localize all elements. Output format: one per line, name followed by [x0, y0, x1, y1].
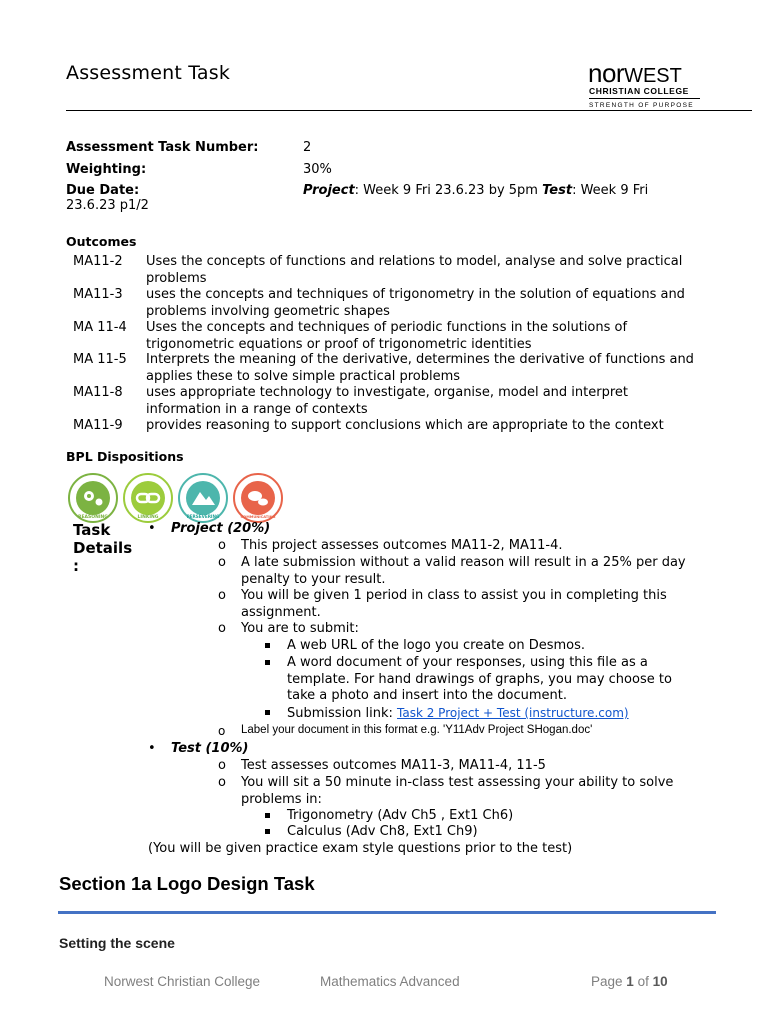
logo-nor-text: nor: [588, 58, 625, 88]
due-test-word: Test: [542, 183, 573, 198]
square-bullet: [265, 660, 270, 665]
outcome-code: MA 11-4: [73, 320, 127, 335]
logo-divider: [589, 98, 700, 99]
due-test-text: : Week 9 Fri: [572, 183, 649, 198]
outcome-code: MA11-8: [73, 385, 123, 400]
square-bullet: [265, 643, 270, 648]
outcome-code: MA11-3: [73, 287, 123, 302]
submission-link[interactable]: Task 2 Project + Test (instructure.com): [397, 706, 629, 720]
badge-label-communicating: COMMUNICATING: [240, 515, 276, 519]
outcome-text: Uses the concepts of functions and relations to model, analyse and solve practical problems: [146, 254, 683, 286]
communicating-badge: [234, 474, 282, 522]
disposition-badges: [66, 472, 286, 524]
submit-item: A web URL of the logo you create on Desmos.: [287, 638, 586, 653]
test-title: Test (10%): [171, 741, 249, 756]
o-bullet: o: [218, 758, 226, 773]
of-word: of: [637, 974, 649, 989]
footer-page-number: [591, 974, 668, 989]
logo-subtitle: CHRISTIAN COLLEGE: [589, 86, 689, 96]
due-date-continuation: 23.6.23 p1/2: [66, 198, 149, 213]
project-point: A late submission without a valid reason will result in a 25% per day penalty to your result.: [241, 555, 686, 587]
practice-note: (You will be given practice exam style questions prior to the test): [148, 841, 573, 856]
project-title: Project (20%): [171, 521, 271, 536]
test-topic: Calculus (Adv Ch8, Ext1 Ch9): [287, 824, 478, 839]
square-bullet: [265, 813, 270, 818]
page-word: Page: [591, 974, 623, 989]
test-bullet: •: [148, 741, 156, 756]
test-point: Test assesses outcomes MA11-3, MA11-4, 11-5: [241, 758, 546, 773]
due-date-value: [303, 183, 648, 198]
submit-item: A word document of your responses, using this file as a template. For hand drawings of graphs, you may choose to take a photo and insert into the document.: [287, 655, 672, 703]
section-divider: [58, 911, 716, 914]
due-project-text: : Week 9 Fri 23.6.23 by 5pm: [354, 183, 543, 198]
project-point: This project assesses outcomes MA11-2, MA11-4.: [241, 538, 563, 553]
o-bullet: o: [218, 588, 226, 603]
due-date-label: Due Date:: [66, 183, 140, 198]
square-bullet: [265, 710, 270, 715]
logo-tagline: STRENGTH OF PURPOSE: [589, 102, 694, 109]
due-project-word: Project: [303, 183, 355, 198]
weighting-value: 30%: [303, 162, 332, 177]
persevering-badge: [179, 474, 227, 522]
school-logo: [588, 60, 682, 89]
logo-west-text: WEST: [624, 65, 682, 87]
project-point: You are to submit:: [241, 621, 359, 636]
project-point: You will be given 1 period in class to assist you in completing this assignment.: [241, 588, 667, 620]
outcome-text: provides reasoning to support conclusions which are appropriate to the context: [146, 418, 664, 433]
outcome-text: uses appropriate technology to investigate, organise, model and interpret information in a range of contexts: [146, 385, 628, 417]
label-note: Label your document in this format e.g. 'Y11Adv Project SHogan.doc': [241, 724, 593, 736]
outcome-text: uses the concepts and techniques of trigonometry in the solution of equations and problems involving geometric shapes: [146, 287, 685, 319]
outcome-text: Interprets the meaning of the derivative, determines the derivative of functions and applies these to solve simple practical problems: [146, 352, 694, 384]
reasoning-badge: [69, 474, 117, 522]
linking-badge: [124, 474, 172, 522]
section-subtitle: Setting the scene: [59, 935, 175, 951]
square-bullet: [265, 829, 270, 834]
footer-subject: Mathematics Advanced: [320, 974, 460, 989]
footer-school: Norwest Christian College: [104, 974, 261, 989]
o-bullet: o: [218, 621, 226, 636]
o-bullet: o: [218, 724, 226, 738]
task-number-label: Assessment Task Number:: [66, 140, 259, 155]
task-details-label: Task Details :: [73, 521, 133, 575]
weighting-label: Weighting:: [66, 162, 147, 177]
badge-label-reasoning: REASONING: [78, 515, 108, 520]
document-title: Assessment Task: [66, 62, 231, 84]
test-point: You will sit a 50 minute in-class test assessing your ability to solve problems in:: [241, 775, 674, 807]
submission-link-prefix: Submission link:: [287, 706, 398, 721]
badge-label-linking: LINKING: [137, 515, 159, 520]
outcome-text: Uses the concepts and techniques of periodic functions in the solutions of trigonometric equations or proof of trigonometric identities: [146, 320, 628, 352]
outcome-code: MA11-2: [73, 254, 123, 269]
outcome-code: MA11-9: [73, 418, 123, 433]
test-topic: Trigonometry (Adv Ch5 , Ext1 Ch6): [287, 808, 514, 823]
o-bullet: o: [218, 555, 226, 570]
submission-link-line: [287, 705, 629, 723]
outcome-code: MA 11-5: [73, 352, 127, 367]
o-bullet: o: [218, 775, 226, 790]
page-current: 1: [626, 974, 634, 989]
task-number-value: 2: [303, 140, 312, 155]
o-bullet: o: [218, 538, 226, 553]
badge-label-persevering: PERSEVERING: [186, 514, 220, 519]
bpl-dispositions-heading: BPL Dispositions: [66, 449, 184, 464]
page-total: 10: [652, 974, 668, 989]
project-bullet: •: [148, 521, 156, 536]
header-divider: [66, 110, 752, 111]
section-title: Section 1a Logo Design Task: [59, 873, 315, 894]
outcomes-heading: Outcomes: [66, 234, 137, 249]
